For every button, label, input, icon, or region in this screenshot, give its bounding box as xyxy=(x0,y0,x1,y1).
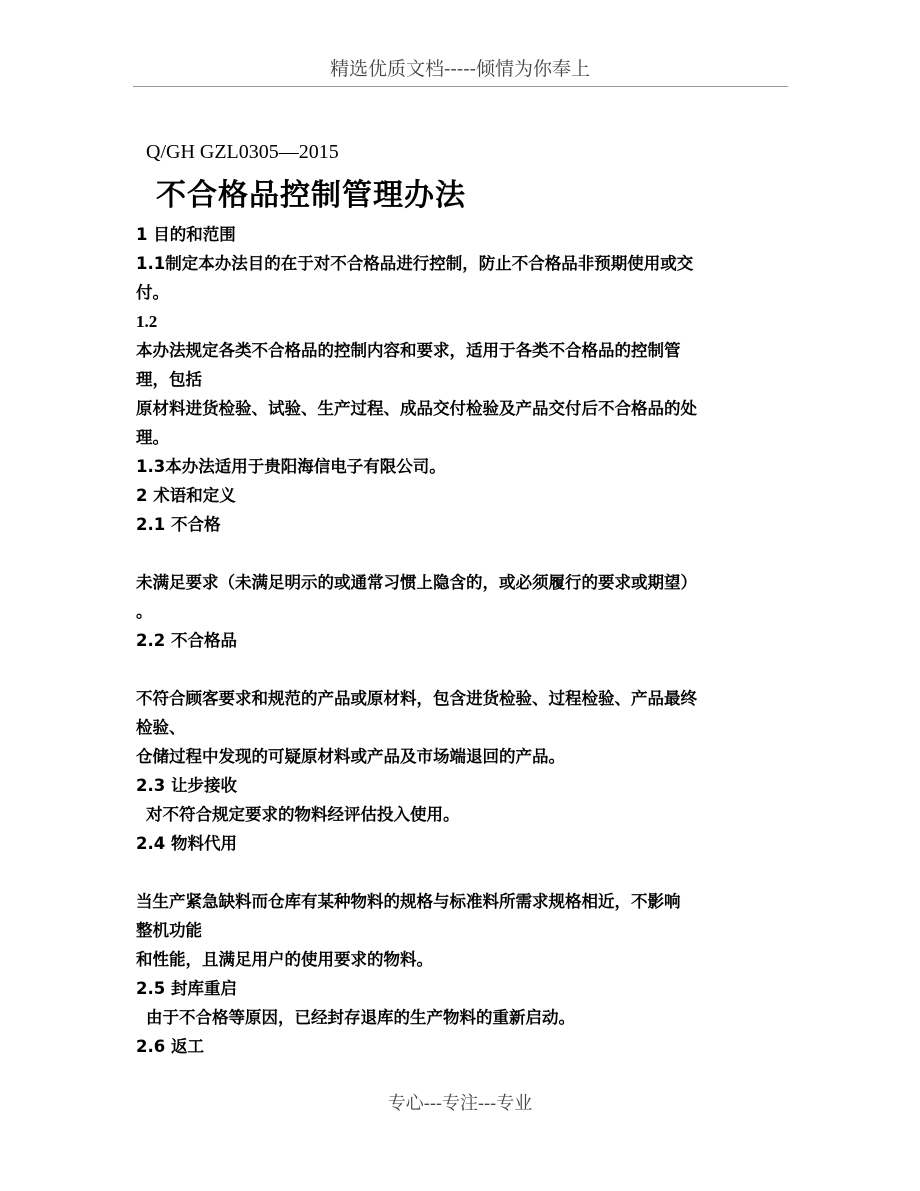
header-divider xyxy=(133,86,788,87)
paragraph-line: 由于不合格等原因，已经封存退库的生产物料的重新启动。 xyxy=(146,1008,575,1027)
paragraph-line: 理，包括 xyxy=(136,370,202,389)
spacer xyxy=(136,858,784,887)
document-body xyxy=(136,220,784,1061)
clause-number: 1.2 xyxy=(136,312,158,331)
paragraph-line: 1.3本办法适用于贵阳海信电子有限公司。 xyxy=(136,457,446,476)
paragraph-line: 不符合顾客要求和规范的产品或原材料，包含进货检验、过程检验、产品最终 xyxy=(136,689,697,708)
term-heading: 2.6 返工 xyxy=(136,1037,204,1056)
paragraph-line: 理。 xyxy=(136,428,169,447)
term-heading: 2.3 让步接收 xyxy=(136,776,237,795)
page-header: 精选优质文档-----倾情为你奉上 xyxy=(329,58,591,80)
term-heading: 2.5 封库重启 xyxy=(136,979,237,998)
paragraph-line: 和性能，且满足用户的使用要求的物料。 xyxy=(136,950,433,969)
paragraph-line: 付。 xyxy=(136,283,169,302)
term-heading: 2.1 不合格 xyxy=(136,515,221,534)
standard-code: Q/GH GZL0305—2015 xyxy=(146,141,339,163)
term-heading: 2.2 不合格品 xyxy=(136,631,237,650)
paragraph-line: 原材料进货检验、试验、生产过程、成品交付检验及产品交付后不合格品的处 xyxy=(136,399,697,418)
paragraph-line: 仓储过程中发现的可疑原材料或产品及市场端退回的产品。 xyxy=(136,747,565,766)
spacer xyxy=(136,655,784,684)
page-footer: 专心---专注---专业 xyxy=(387,1093,533,1114)
term-heading: 2.4 物料代用 xyxy=(136,834,237,853)
paragraph-line: 。 xyxy=(136,602,153,621)
paragraph-line: 对不符合规定要求的物料经评估投入使用。 xyxy=(146,805,460,824)
section-heading: 1 目的和范围 xyxy=(136,225,236,244)
paragraph-line: 本办法规定各类不合格品的控制内容和要求，适用于各类不合格品的控制管 xyxy=(136,341,681,360)
document-title: 不合格品控制管理办法 xyxy=(156,178,466,213)
paragraph-line: 未满足要求（未满足明示的或通常习惯上隐含的，或必须履行的要求或期望） xyxy=(136,573,697,592)
paragraph-line: 当生产紧急缺料而仓库有某种物料的规格与标准料所需求规格相近，不影响 xyxy=(136,892,681,911)
paragraph-line: 整机功能 xyxy=(136,921,202,940)
spacer xyxy=(136,539,784,568)
paragraph-line: 检验、 xyxy=(136,718,186,737)
section-heading: 2 术语和定义 xyxy=(136,486,236,505)
paragraph-line: 1.1制定本办法目的在于对不合格品进行控制，防止不合格品非预期使用或交 xyxy=(136,254,694,273)
